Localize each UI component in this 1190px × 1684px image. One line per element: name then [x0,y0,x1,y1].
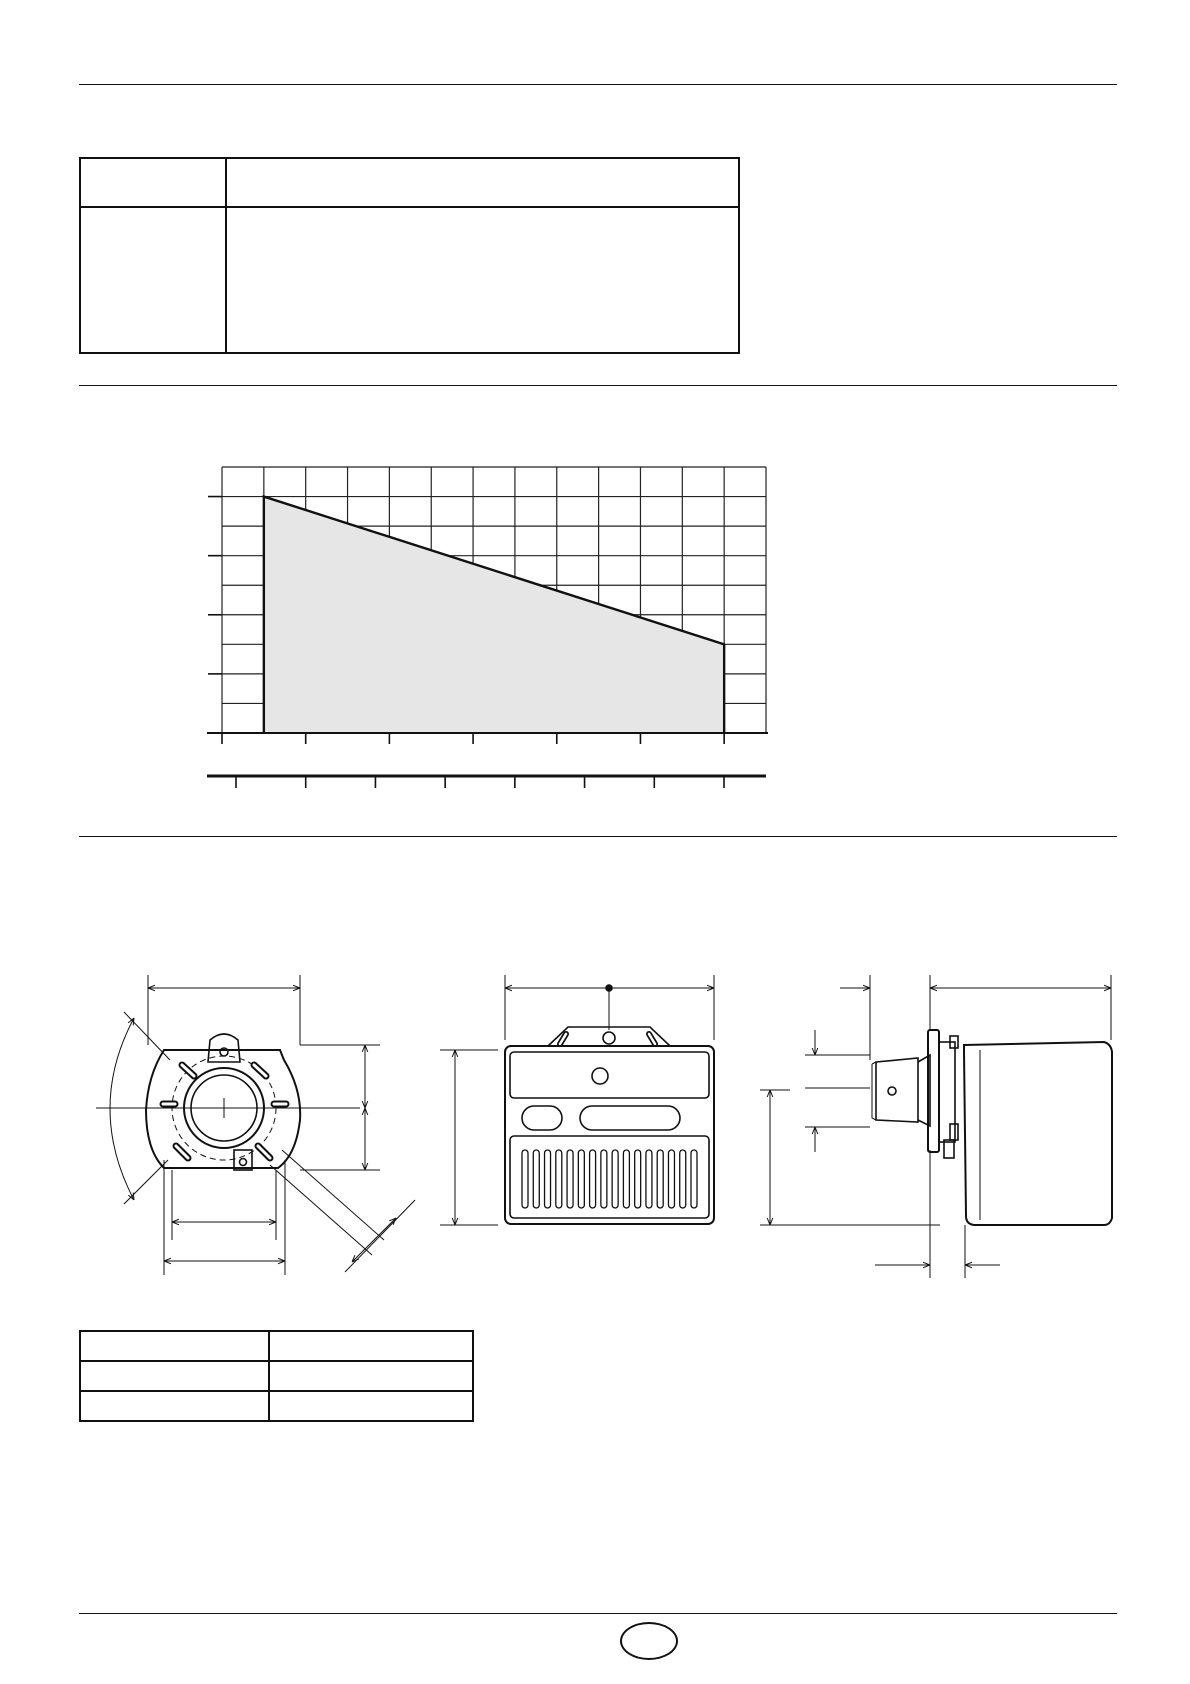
housing-vent-slot [668,1150,674,1208]
housing-vent-slot [533,1150,539,1208]
housing-vent-slot [590,1150,596,1208]
housing-vent-slot [623,1150,629,1208]
housing-vent-slot [691,1150,697,1208]
dimension-table [79,1330,474,1422]
page-badge [620,1622,678,1660]
housing-vent-slot [612,1150,618,1208]
dimension-table-cell [269,1331,473,1361]
dimension-table-cell [269,1361,473,1391]
side-view-drawing [760,975,1112,1278]
dimension-table-cell [80,1391,269,1421]
top-view-drawing [440,975,714,1225]
housing-vent-slot [567,1150,573,1208]
housing-vent-slot [601,1150,607,1208]
housing-vent-slot [657,1150,663,1208]
housing-vent-slot [635,1150,641,1208]
housing-vent-slot [646,1150,652,1208]
housing-vent-slot [522,1150,528,1208]
front-view-drawing [96,975,415,1275]
housing-vent-slot [578,1150,584,1208]
dimension-table-cell [80,1361,269,1391]
housing-vent-slot [680,1150,686,1208]
housing-vent-slot [556,1150,562,1208]
housing-vent-slot [545,1150,551,1208]
dimension-table-cell [80,1331,269,1361]
dimension-table-cell [269,1391,473,1421]
housing-vents [522,1150,697,1208]
